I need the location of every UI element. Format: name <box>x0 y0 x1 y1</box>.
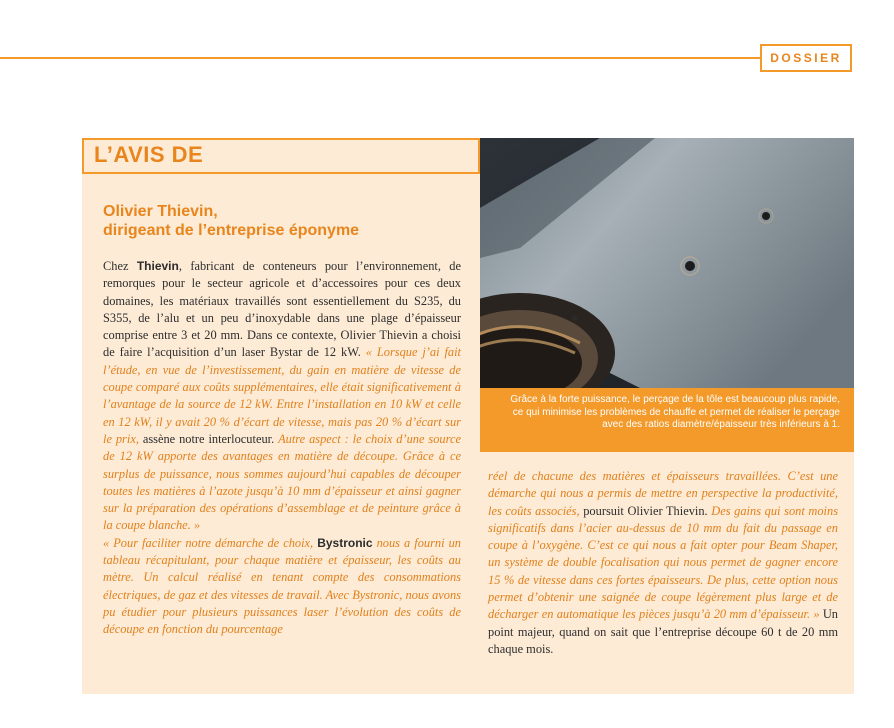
quote-run: Autre aspect : le choix d’une source de 12 kW apporte des avantages en matière de découpe. Grâce à ce surplus de puissance, nous sommes aujourd’hui capables de découper toutes les matières à l’azote jusqu’à 10 mm d’épaisseur et ainsi gagner sur la préparation des opérations d’assemblage et de peinture grâce à la coupe blanche. » <box>103 431 461 533</box>
subtitle-name: Olivier Thievin, <box>103 203 218 220</box>
text-run: assène notre interlocuteur. <box>138 431 279 446</box>
article-subtitle <box>103 202 473 240</box>
paragraph <box>488 468 838 658</box>
sheet-metal-photo <box>480 138 854 388</box>
quote-run: réel de chacune des matières et épaisseurs travaillées. C’est une démarche qui nous a permis de mettre en perspective la productivité, les coûts associés, <box>488 469 838 518</box>
paragraph <box>103 258 461 535</box>
article-title-box <box>82 138 480 174</box>
quote-run: nous a fourni un tableau récapitulant, pour chaque matière et épaisseur, les coûts au mètre. Un calcul réalisé en tenant compte des consommations électriques, de gaz et des vitesses de travail. Avec Bystronic, nous avons pu étudier pour plusieurs puissances laser l’évolution des coûts de découpe en fonction du pourcentage <box>103 535 461 637</box>
subtitle-role: dirigeant de l’entreprise éponyme <box>103 222 360 239</box>
article-column-left <box>103 258 461 639</box>
article-title: L’AVIS DE <box>94 142 204 167</box>
quote-run: « Lorsque j’ai fait l’étude, en vue de l’investissement, du gain en matière de vitesse de coupe comparé aux coûts supplémentaires, elle était significativement à l’avantage de la source de 12 kW. Entre l’installation en 10 kW et celle en 12 kW, il y avait 20 % d’écart de vitesse, mais pas 20 % d’écart sur le prix, <box>103 345 461 446</box>
sheet-metal-illustration <box>480 138 854 388</box>
paragraph <box>103 535 461 639</box>
quote-run: Des gains qui sont moins significatifs dans l’acier au-dessus de 10 mm du fait du passage en coupe à l’oxygène. C’est ce qui nous a fait opter pour Beam Shaper, un système de double focalisation qui nous permet de gagner encore 15 % de vitesse dans ces fortes épaisseurs. De plus, cette option nous permet d’obtenir une saignée de coupe légèrement plus large et de décharger en automatique les pièces jusqu’à 20 mm d’épaisseur. » <box>488 503 839 622</box>
text-run: Un point majeur, quand on sait que l’entreprise découpe 60 t de 20 mm chaque mois. <box>488 607 838 656</box>
company-name: Thievin <box>136 259 179 273</box>
text-run: Chez <box>103 259 137 273</box>
company-name: Bystronic <box>317 535 373 550</box>
quote-run: « Pour faciliter notre démarche de choix, <box>103 535 318 550</box>
header-rule <box>0 57 760 59</box>
article-column-right <box>488 468 838 658</box>
text-run: , fabricant de conteneurs pour l’environnement, de remorques pour le secteur agricole et d’accessoires pour ces deux domaines, les matériaux travaillés sont essentiellement du S235, du S355, de l’alu et un peu d’inoxydable dans une plage d’épaisseur comprise entre 3 et 20 mm. Dans ce contexte, Olivier Thievin a choisi de faire l’acquisition d’un laser Bystar de 12 kW. <box>103 259 462 360</box>
text-run: poursuit Olivier Thievin. <box>579 503 712 518</box>
photo-caption: Grâce à la forte puissance, le perçage de la tôle est beaucoup plus rapide, ce qui minimise les problèmes de chauffe et permet de réaliser le perçage avec des ratios diamètre/épaisseur très inférieurs à 1. <box>480 388 854 452</box>
section-badge: DOSSIER <box>760 44 852 72</box>
